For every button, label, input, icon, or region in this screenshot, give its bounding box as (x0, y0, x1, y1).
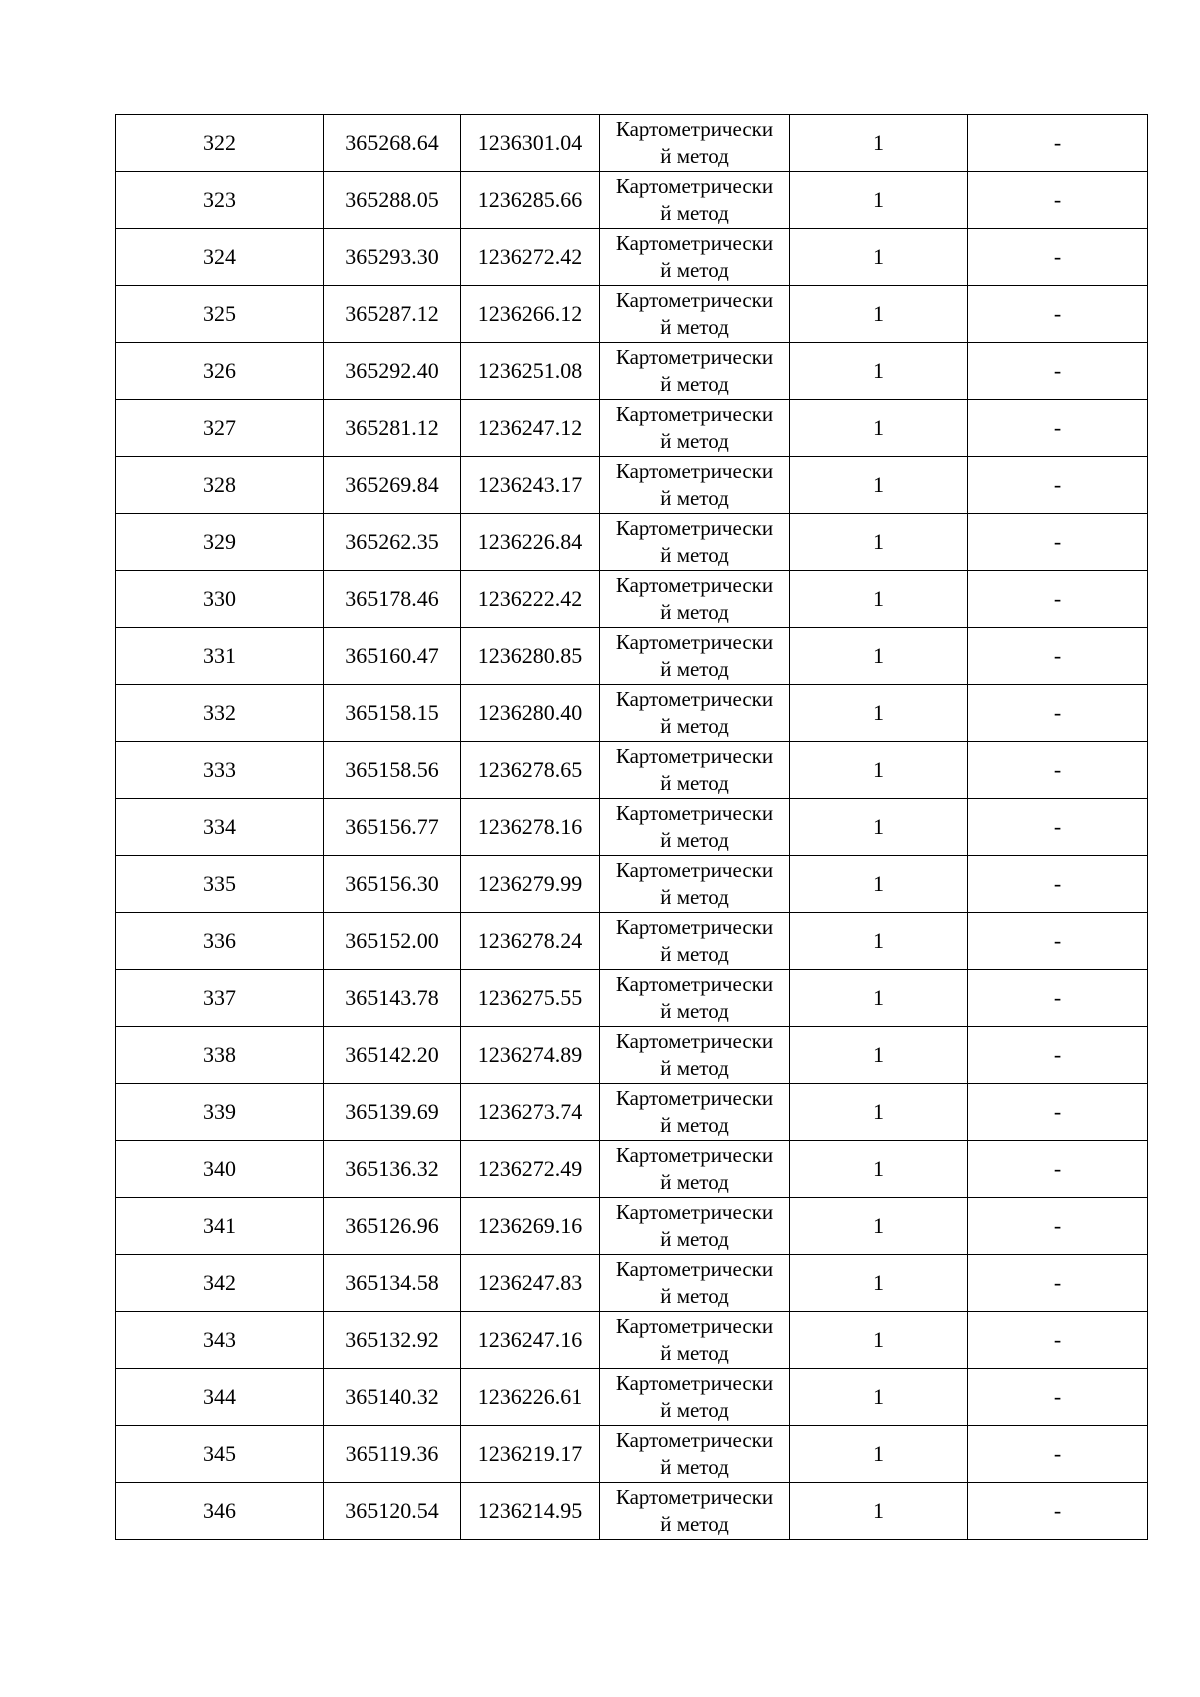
note-cell: - (968, 856, 1148, 913)
accuracy-cell: 1 (790, 457, 968, 514)
method-text-line1: Картометрически (615, 345, 774, 369)
note-cell: - (968, 172, 1148, 229)
x-coordinate-cell: 365134.58 (324, 1255, 461, 1312)
method-cell (600, 229, 790, 286)
x-coordinate-cell: 365268.64 (324, 115, 461, 172)
point-number-cell: 327 (116, 400, 324, 457)
point-number-cell: 332 (116, 685, 324, 742)
x-coordinate-cell: 365152.00 (324, 913, 461, 970)
point-number-cell: 341 (116, 1198, 324, 1255)
y-coordinate-cell: 1236274.89 (461, 1027, 600, 1084)
accuracy-cell: 1 (790, 742, 968, 799)
table-row (116, 1198, 1148, 1255)
y-coordinate-cell: 1236247.83 (461, 1255, 600, 1312)
accuracy-cell: 1 (790, 1369, 968, 1426)
method-text-line1: Картометрически (615, 1143, 774, 1167)
table-row (116, 172, 1148, 229)
table-row (116, 1369, 1148, 1426)
method-cell (600, 571, 790, 628)
method-cell (600, 856, 790, 913)
x-coordinate-cell: 365178.46 (324, 571, 461, 628)
y-coordinate-cell: 1236272.49 (461, 1141, 600, 1198)
method-text-line2: й метод (660, 201, 729, 225)
method-text-line1: Картометрически (615, 1086, 774, 1110)
accuracy-cell: 1 (790, 1027, 968, 1084)
point-number-cell: 336 (116, 913, 324, 970)
x-coordinate-cell: 365132.92 (324, 1312, 461, 1369)
x-coordinate-cell: 365281.12 (324, 400, 461, 457)
accuracy-cell: 1 (790, 1084, 968, 1141)
y-coordinate-cell: 1236273.74 (461, 1084, 600, 1141)
accuracy-cell: 1 (790, 1255, 968, 1312)
method-text-line2: й метод (660, 315, 729, 339)
method-text-line2: й метод (660, 543, 729, 567)
note-cell: - (968, 1141, 1148, 1198)
accuracy-cell: 1 (790, 1312, 968, 1369)
note-cell: - (968, 799, 1148, 856)
point-number-cell: 334 (116, 799, 324, 856)
point-number-cell: 339 (116, 1084, 324, 1141)
y-coordinate-cell: 1236269.16 (461, 1198, 600, 1255)
accuracy-cell: 1 (790, 286, 968, 343)
method-text-line1: Картометрически (615, 915, 774, 939)
method-cell (600, 1255, 790, 1312)
method-text-line1: Картометрически (615, 516, 774, 540)
method-text-line2: й метод (660, 1341, 729, 1365)
method-text-line2: й метод (660, 771, 729, 795)
y-coordinate-cell: 1236278.24 (461, 913, 600, 970)
y-coordinate-cell: 1236280.85 (461, 628, 600, 685)
x-coordinate-cell: 365262.35 (324, 514, 461, 571)
y-coordinate-cell: 1236301.04 (461, 115, 600, 172)
x-coordinate-cell: 365287.12 (324, 286, 461, 343)
method-text-line2: й метод (660, 372, 729, 396)
note-cell: - (968, 1027, 1148, 1084)
x-coordinate-cell: 365140.32 (324, 1369, 461, 1426)
note-cell: - (968, 1255, 1148, 1312)
x-coordinate-cell: 365142.20 (324, 1027, 461, 1084)
method-text-line2: й метод (660, 1284, 729, 1308)
note-cell: - (968, 970, 1148, 1027)
method-cell (600, 343, 790, 400)
note-cell: - (968, 343, 1148, 400)
method-cell (600, 286, 790, 343)
point-number-cell: 324 (116, 229, 324, 286)
method-cell (600, 1141, 790, 1198)
note-cell: - (968, 1198, 1148, 1255)
method-text-line2: й метод (660, 828, 729, 852)
note-cell: - (968, 115, 1148, 172)
method-text-line1: Картометрически (615, 1485, 774, 1509)
table-row (116, 970, 1148, 1027)
note-cell: - (968, 1426, 1148, 1483)
x-coordinate-cell: 365160.47 (324, 628, 461, 685)
method-cell (600, 457, 790, 514)
y-coordinate-cell: 1236219.17 (461, 1426, 600, 1483)
table-row (116, 286, 1148, 343)
note-cell: - (968, 514, 1148, 571)
point-number-cell: 343 (116, 1312, 324, 1369)
accuracy-cell: 1 (790, 229, 968, 286)
y-coordinate-cell: 1236278.16 (461, 799, 600, 856)
x-coordinate-cell: 365292.40 (324, 343, 461, 400)
table-row (116, 1084, 1148, 1141)
accuracy-cell: 1 (790, 1426, 968, 1483)
y-coordinate-cell: 1236272.42 (461, 229, 600, 286)
method-cell (600, 514, 790, 571)
point-number-cell: 326 (116, 343, 324, 400)
point-number-cell: 335 (116, 856, 324, 913)
table-row (116, 457, 1148, 514)
method-text-line1: Картометрически (615, 1029, 774, 1053)
method-text-line1: Картометрически (615, 288, 774, 312)
note-cell: - (968, 1312, 1148, 1369)
method-text-line1: Картометрически (615, 801, 774, 825)
method-text-line1: Картометрически (615, 1200, 774, 1224)
y-coordinate-cell: 1236214.95 (461, 1483, 600, 1540)
x-coordinate-cell: 365158.15 (324, 685, 461, 742)
note-cell: - (968, 1369, 1148, 1426)
y-coordinate-cell: 1236266.12 (461, 286, 600, 343)
note-cell: - (968, 286, 1148, 343)
y-coordinate-cell: 1236275.55 (461, 970, 600, 1027)
y-coordinate-cell: 1236226.61 (461, 1369, 600, 1426)
method-cell (600, 400, 790, 457)
accuracy-cell: 1 (790, 343, 968, 400)
note-cell: - (968, 1483, 1148, 1540)
x-coordinate-cell: 365158.56 (324, 742, 461, 799)
method-text-line2: й метод (660, 1455, 729, 1479)
method-text-line2: й метод (660, 999, 729, 1023)
point-number-cell: 329 (116, 514, 324, 571)
accuracy-cell: 1 (790, 514, 968, 571)
point-number-cell: 342 (116, 1255, 324, 1312)
table-row (116, 115, 1148, 172)
point-number-cell: 323 (116, 172, 324, 229)
accuracy-cell: 1 (790, 799, 968, 856)
accuracy-cell: 1 (790, 1198, 968, 1255)
table-row (116, 400, 1148, 457)
method-text-line2: й метод (660, 1170, 729, 1194)
method-text-line1: Картометрически (615, 744, 774, 768)
method-text-line1: Картометрически (615, 117, 774, 141)
point-number-cell: 344 (116, 1369, 324, 1426)
accuracy-cell: 1 (790, 685, 968, 742)
accuracy-cell: 1 (790, 856, 968, 913)
y-coordinate-cell: 1236278.65 (461, 742, 600, 799)
table-row (116, 742, 1148, 799)
table-row (116, 628, 1148, 685)
note-cell: - (968, 742, 1148, 799)
point-number-cell: 333 (116, 742, 324, 799)
accuracy-cell: 1 (790, 115, 968, 172)
point-number-cell: 325 (116, 286, 324, 343)
method-text-line1: Картометрически (615, 1371, 774, 1395)
method-text-line2: й метод (660, 714, 729, 738)
note-cell: - (968, 913, 1148, 970)
method-text-line1: Картометрически (615, 573, 774, 597)
method-text-line2: й метод (660, 885, 729, 909)
method-text-line2: й метод (660, 1398, 729, 1422)
x-coordinate-cell: 365126.96 (324, 1198, 461, 1255)
method-cell (600, 172, 790, 229)
method-text-line1: Картометрически (615, 1428, 774, 1452)
method-text-line1: Картометрически (615, 1257, 774, 1281)
method-cell (600, 1084, 790, 1141)
point-number-cell: 328 (116, 457, 324, 514)
method-text-line2: й метод (660, 1227, 729, 1251)
x-coordinate-cell: 365136.32 (324, 1141, 461, 1198)
y-coordinate-cell: 1236251.08 (461, 343, 600, 400)
method-cell (600, 1426, 790, 1483)
point-number-cell: 346 (116, 1483, 324, 1540)
method-text-line2: й метод (660, 144, 729, 168)
point-number-cell: 337 (116, 970, 324, 1027)
method-cell (600, 970, 790, 1027)
y-coordinate-cell: 1236222.42 (461, 571, 600, 628)
method-cell (600, 628, 790, 685)
method-cell (600, 1312, 790, 1369)
point-number-cell: 322 (116, 115, 324, 172)
y-coordinate-cell: 1236247.16 (461, 1312, 600, 1369)
coordinates-table (115, 114, 1148, 1540)
method-cell (600, 799, 790, 856)
table-row (116, 685, 1148, 742)
table-row (116, 1255, 1148, 1312)
table-row (116, 1141, 1148, 1198)
point-number-cell: 331 (116, 628, 324, 685)
x-coordinate-cell: 365156.30 (324, 856, 461, 913)
accuracy-cell: 1 (790, 571, 968, 628)
accuracy-cell: 1 (790, 172, 968, 229)
method-text-line2: й метод (660, 486, 729, 510)
method-text-line2: й метод (660, 429, 729, 453)
x-coordinate-cell: 365120.54 (324, 1483, 461, 1540)
method-cell (600, 1027, 790, 1084)
method-text-line1: Картометрически (615, 1314, 774, 1338)
method-text-line2: й метод (660, 1512, 729, 1536)
x-coordinate-cell: 365269.84 (324, 457, 461, 514)
accuracy-cell: 1 (790, 628, 968, 685)
y-coordinate-cell: 1236279.99 (461, 856, 600, 913)
coordinates-table-body (116, 115, 1148, 1540)
table-row (116, 799, 1148, 856)
table-row (116, 514, 1148, 571)
method-text-line1: Картометрически (615, 459, 774, 483)
accuracy-cell: 1 (790, 970, 968, 1027)
method-text-line2: й метод (660, 258, 729, 282)
method-text-line2: й метод (660, 600, 729, 624)
method-cell (600, 1483, 790, 1540)
method-cell (600, 115, 790, 172)
point-number-cell: 330 (116, 571, 324, 628)
y-coordinate-cell: 1236243.17 (461, 457, 600, 514)
method-text-line1: Картометрически (615, 174, 774, 198)
note-cell: - (968, 1084, 1148, 1141)
method-text-line1: Картометрически (615, 231, 774, 255)
method-cell (600, 685, 790, 742)
note-cell: - (968, 229, 1148, 286)
method-cell (600, 1198, 790, 1255)
table-row (116, 1027, 1148, 1084)
table-row (116, 1483, 1148, 1540)
table-row (116, 229, 1148, 286)
accuracy-cell: 1 (790, 913, 968, 970)
accuracy-cell: 1 (790, 1141, 968, 1198)
note-cell: - (968, 400, 1148, 457)
table-row (116, 343, 1148, 400)
y-coordinate-cell: 1236280.40 (461, 685, 600, 742)
x-coordinate-cell: 365293.30 (324, 229, 461, 286)
method-text-line1: Картометрически (615, 972, 774, 996)
note-cell: - (968, 457, 1148, 514)
table-row (116, 571, 1148, 628)
method-cell (600, 742, 790, 799)
method-cell (600, 1369, 790, 1426)
method-text-line1: Картометрически (615, 858, 774, 882)
method-text-line2: й метод (660, 657, 729, 681)
note-cell: - (968, 571, 1148, 628)
method-text-line2: й метод (660, 942, 729, 966)
y-coordinate-cell: 1236285.66 (461, 172, 600, 229)
y-coordinate-cell: 1236226.84 (461, 514, 600, 571)
method-text-line2: й метод (660, 1113, 729, 1137)
note-cell: - (968, 685, 1148, 742)
method-cell (600, 913, 790, 970)
table-row (116, 856, 1148, 913)
table-row (116, 1312, 1148, 1369)
x-coordinate-cell: 365143.78 (324, 970, 461, 1027)
point-number-cell: 338 (116, 1027, 324, 1084)
note-cell: - (968, 628, 1148, 685)
method-text-line1: Картометрически (615, 402, 774, 426)
method-text-line1: Картометрически (615, 630, 774, 654)
x-coordinate-cell: 365288.05 (324, 172, 461, 229)
table-row (116, 1426, 1148, 1483)
method-text-line1: Картометрически (615, 687, 774, 711)
x-coordinate-cell: 365139.69 (324, 1084, 461, 1141)
point-number-cell: 340 (116, 1141, 324, 1198)
x-coordinate-cell: 365156.77 (324, 799, 461, 856)
y-coordinate-cell: 1236247.12 (461, 400, 600, 457)
accuracy-cell: 1 (790, 1483, 968, 1540)
x-coordinate-cell: 365119.36 (324, 1426, 461, 1483)
point-number-cell: 345 (116, 1426, 324, 1483)
method-text-line2: й метод (660, 1056, 729, 1080)
table-row (116, 913, 1148, 970)
accuracy-cell: 1 (790, 400, 968, 457)
